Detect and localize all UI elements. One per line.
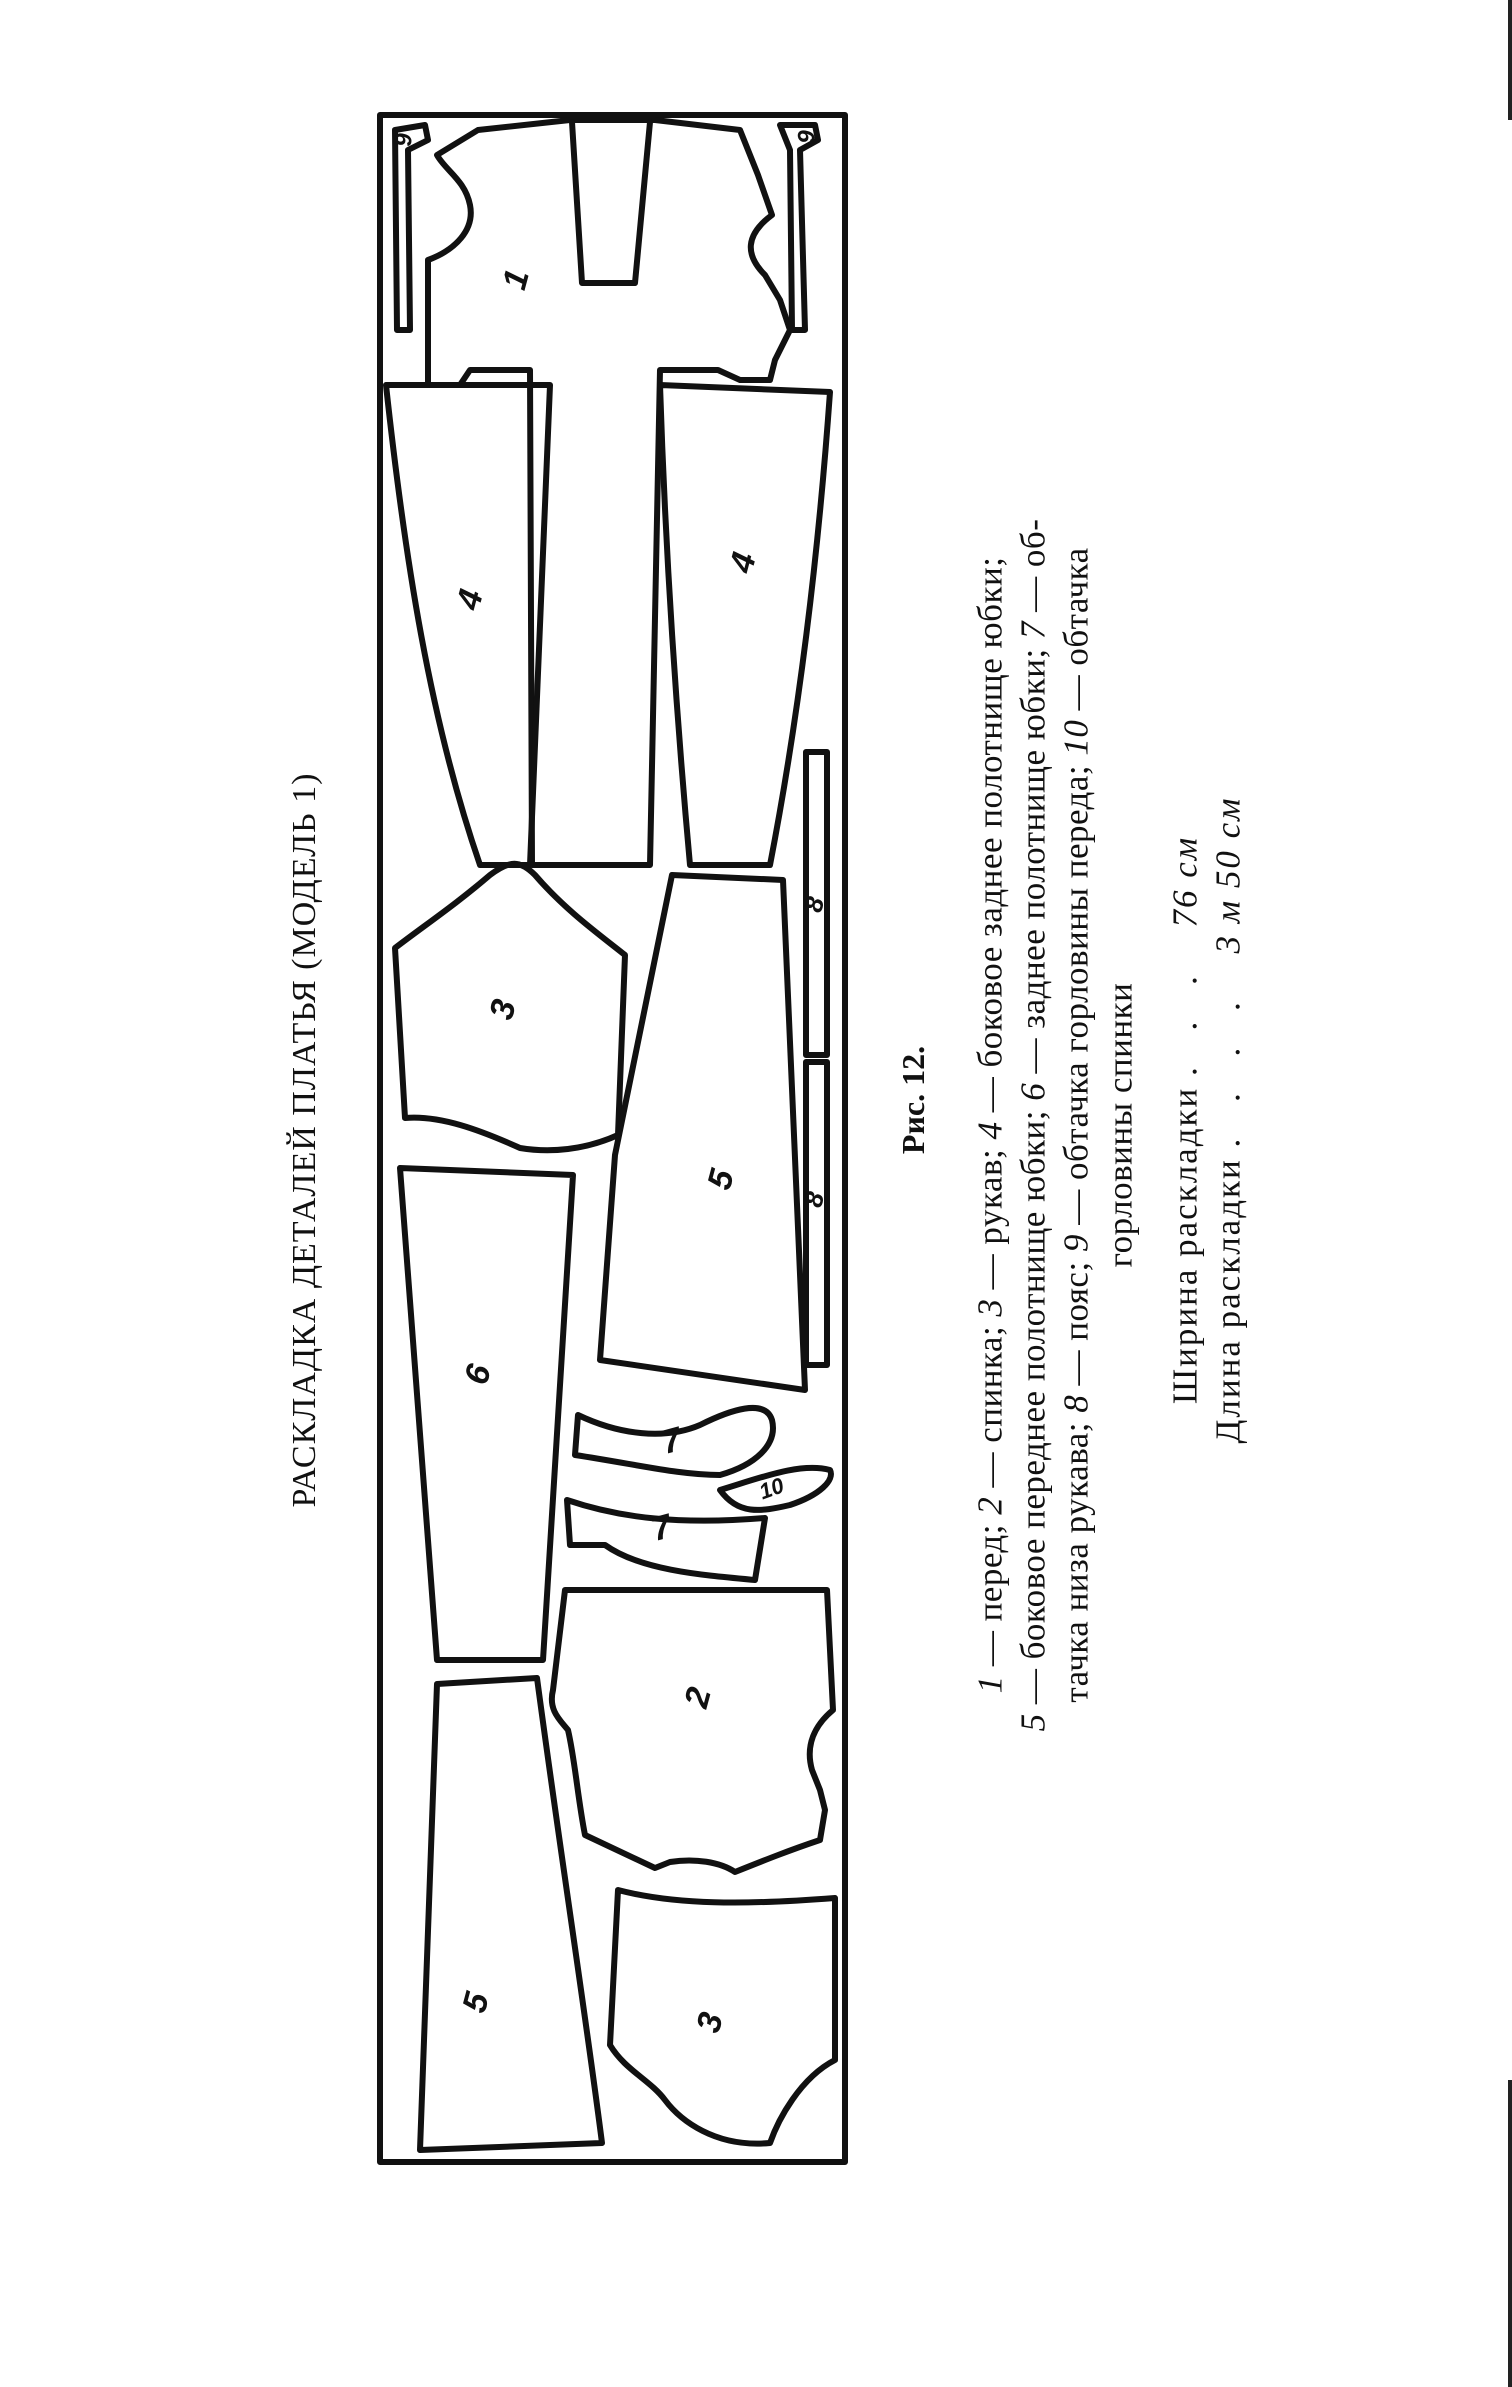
- legend-text: — заднее полотнище юбки;: [1013, 639, 1053, 1083]
- piece-label-1: 1: [495, 265, 537, 294]
- legend-number: 6: [1013, 1082, 1053, 1101]
- piece-label-8b: 8: [797, 1188, 831, 1211]
- legend-text: — об-: [1013, 518, 1053, 622]
- spec-width-dots: . . .: [1165, 962, 1205, 1076]
- legend-number: 9: [1056, 1234, 1096, 1253]
- legend-number: 8: [1056, 1394, 1096, 1413]
- piece-label-2: 2: [677, 1683, 719, 1712]
- legend-line-2: [1013, 518, 1053, 1732]
- piece-label-5b: 5: [455, 1988, 497, 2017]
- piece-skirt-front-side-middle: [600, 875, 805, 1390]
- piece-skirt-back: [400, 1168, 573, 1660]
- legend-line-4: [1100, 982, 1140, 1268]
- legend-number: 7: [1013, 621, 1053, 640]
- piece-label-10: 10: [755, 1472, 788, 1505]
- scan-edge-mark: [1508, 2080, 1512, 2387]
- piece-label-3a: 3: [482, 995, 524, 1024]
- spec-width-value: 76 см: [1165, 835, 1205, 928]
- spec-length-label: Длина раскладки: [1208, 1158, 1248, 1444]
- legend-text: — боковое переднее полотнище юбки;: [1013, 1100, 1053, 1714]
- legend-text: — боковое заднее полотнище юбки;: [970, 556, 1010, 1122]
- piece-skirt-front-side-top: [420, 1678, 602, 2150]
- legend-text: — обтачка: [1056, 547, 1096, 720]
- legend-text: — рукав;: [970, 1139, 1010, 1299]
- spec-length-dots: . . . .: [1208, 988, 1248, 1148]
- front-fold-notch: [572, 122, 650, 283]
- legend-number: 5: [1013, 1713, 1053, 1732]
- legend-text: — спинка;: [970, 1316, 1010, 1497]
- piece-label-9b: 9: [793, 130, 821, 144]
- legend-number: 4: [970, 1121, 1010, 1140]
- legend-number: 1: [970, 1675, 1010, 1694]
- legend-line-3: [1056, 547, 1096, 1703]
- piece-label-3b: 3: [689, 2008, 731, 2037]
- legend-number: 3: [970, 1298, 1010, 1317]
- legend-text: горловины спинки: [1100, 982, 1140, 1268]
- scan-edge-mark: [1508, 0, 1512, 120]
- piece-back: [552, 1590, 833, 1872]
- piece-label-4a: 4: [449, 585, 491, 614]
- piece-label-5a: 5: [700, 1165, 742, 1194]
- legend-line-1: [970, 556, 1010, 1694]
- piece-label-8a: 8: [797, 893, 831, 916]
- piece-belt-short: [806, 1062, 827, 1365]
- legend-number: 10: [1056, 719, 1096, 756]
- spec-width: [1165, 835, 1205, 1405]
- legend-text: — пояс;: [1056, 1252, 1096, 1395]
- spec-length-value: 3 м 50 см: [1208, 796, 1248, 954]
- page-title: РАСКЛАДКА ДЕТАЛЕЙ ПЛАТЬЯ (МОДЕЛЬ 1): [286, 772, 323, 1508]
- piece-neck-facing-left: [395, 125, 428, 330]
- legend-text: тачка низа рукава;: [1056, 1412, 1096, 1703]
- piece-front: [428, 120, 790, 865]
- piece-neck-facing-right: [780, 125, 821, 330]
- spec-length: [1208, 796, 1248, 1444]
- figure-caption: Рис. 12.: [895, 1045, 931, 1155]
- piece-label-7a: 7: [657, 1420, 686, 1462]
- piece-label-7b: 7: [647, 1507, 676, 1549]
- piece-label-6: 6: [457, 1360, 499, 1389]
- piece-label-9a: 9: [390, 133, 418, 147]
- piece-label-4b: 4: [722, 548, 764, 577]
- piece-skirt-back-side-top: [386, 385, 550, 865]
- spec-width-label: Ширина раскладки: [1165, 1086, 1205, 1405]
- legend-text: — перед;: [970, 1514, 1010, 1676]
- legend-text: — обтачка горловины переда;: [1056, 755, 1096, 1235]
- legend-number: 2: [970, 1496, 1010, 1515]
